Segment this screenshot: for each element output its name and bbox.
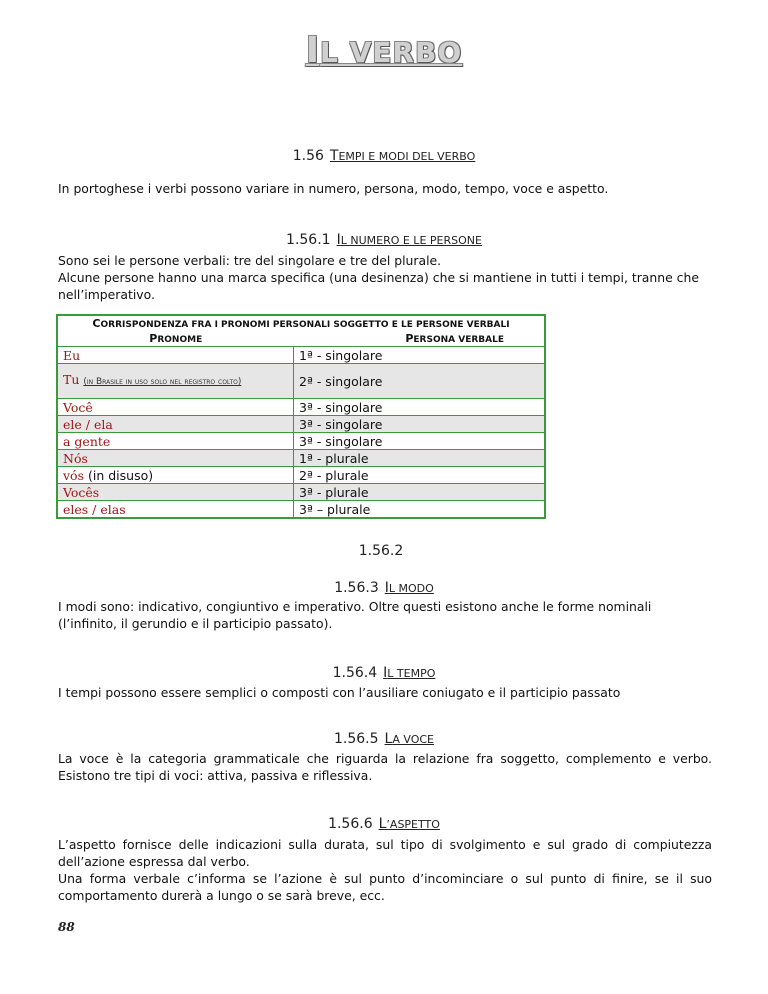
section-title: IL TEMPO: [383, 665, 436, 681]
pronouns-table: [56, 314, 546, 519]
paragraph-persone: Sono sei le persone verbali: tre del singolare e tre del plurale. Alcune persone hanno una marca specifica (una desinenza) che si mantiene in tutti i tempi, tranne che nell’imperativo.: [58, 253, 699, 302]
table-row: vós (in disuso) 2ª - plurale: [57, 467, 545, 484]
table-row: Tu (in Brasile in uso solo nel registro colto) 2ª - singolare: [57, 364, 545, 399]
section-number: 1.56.1: [286, 232, 331, 248]
heading-1-56-3: [0, 580, 768, 596]
table-row: a gente 3ª - singolare: [57, 433, 545, 450]
heading-1-56-5: [0, 731, 768, 747]
table-row: Você 3ª - singolare: [57, 399, 545, 416]
section-title: L’ASPETTO: [378, 816, 440, 832]
paragraph-intro: In portoghese i verbi possono variare in numero, persona, modo, tempo, voce e aspetto.: [58, 181, 609, 196]
heading-1-56-6: [0, 816, 768, 832]
paragraph-modo: I modi sono: indicativo, congiuntivo e imperativo. Oltre questi esistono anche le forme nominali (l’infinito, il gerundio e il participio passato).: [58, 599, 652, 631]
title-initial: I: [305, 30, 321, 71]
table-header-row: [57, 331, 545, 347]
section-number: 1.56.5: [334, 731, 379, 747]
section-title: IL MODO: [384, 580, 434, 596]
table-caption-row: [57, 315, 545, 331]
table-row: ele / ela 3ª - singolare: [57, 416, 545, 433]
heading-1-56-4: [0, 665, 768, 681]
heading-1-56: [0, 148, 768, 164]
section-number: 1.56.6: [328, 816, 373, 832]
section-number: 1.56.4: [332, 665, 378, 681]
table-row: Eu 1ª - singolare: [57, 347, 545, 364]
table-row: Nós 1ª - plurale: [57, 450, 545, 467]
section-number: 1.56.3: [334, 580, 379, 596]
section-title: IL NUMERO E LE PERSONE: [336, 232, 482, 248]
page-title: [0, 30, 768, 71]
section-title: TEMPI E MODI DEL VERBO: [329, 148, 476, 164]
table-row: Vocês 3ª - plurale: [57, 484, 545, 501]
heading-1-56-2: [0, 543, 768, 559]
column-header-persona: PERSONA VERBALE: [405, 332, 504, 345]
paragraph-aspetto: L’aspetto fornisce delle indicazioni sulla durata, sul tipo di svolgimento e sul grado di compiutezza dell’azione espressa dal verbo. Una forma verbale c’informa se l’azione è sul punto d’incominciare o sul punto di finire, se il suo comportamento durerà a lungo o se sarà breve, ecc.: [58, 837, 712, 903]
section-title: LA VOCE: [384, 731, 434, 747]
paragraph-voce: La voce è la categoria grammaticale che riguarda la relazione fra soggetto, complemento e verbo. Esistono tre tipi di voci: attiva, passiva e riflessiva.: [58, 751, 712, 783]
section-number: 1.56.2: [358, 543, 404, 559]
column-header-pronome: PRONOME: [149, 332, 203, 345]
heading-1-56-1: [0, 232, 768, 248]
paragraph-tempo: I tempi possono essere semplici o composti con l’ausiliare coniugato e il participio passato: [58, 685, 621, 700]
table-caption: CORRISPONDENZA FRA I PRONOMI PERSONALI SOGGETTO E LE PERSONE VERBALI: [92, 317, 510, 330]
table-row: eles / elas 3ª – plurale: [57, 501, 545, 519]
section-number: 1.56: [292, 148, 324, 164]
page-number: 88: [58, 920, 75, 934]
title-rest: L VERBO: [320, 36, 463, 69]
